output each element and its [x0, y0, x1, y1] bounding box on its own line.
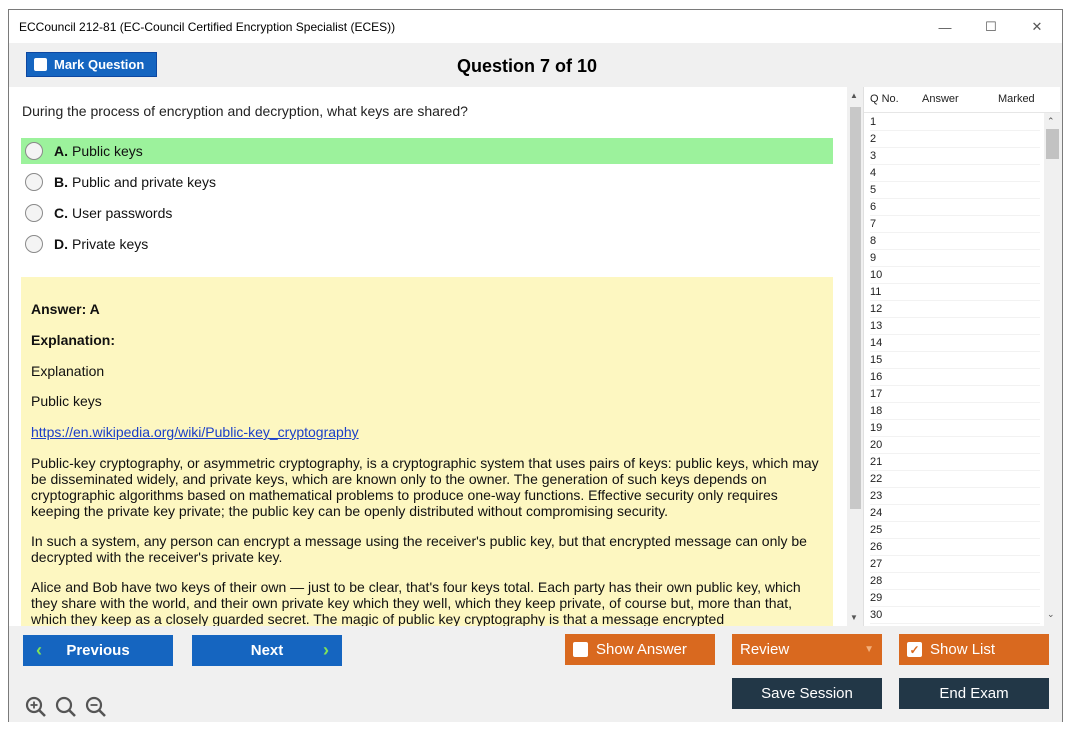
option-text: Public and private keys: [72, 174, 216, 190]
question-list-item[interactable]: 21: [870, 454, 1040, 471]
question-header: [9, 43, 1062, 87]
review-label: Review: [740, 641, 790, 658]
show-answer-button[interactable]: [565, 634, 715, 665]
radio-icon[interactable]: [25, 204, 43, 222]
option-c[interactable]: [21, 200, 833, 226]
question-list-item[interactable]: 9: [870, 250, 1040, 267]
question-text: During the process of encryption and decryption, what keys are shared?: [22, 103, 468, 119]
question-list-item[interactable]: 3: [870, 148, 1040, 165]
question-list-item[interactable]: 18: [870, 403, 1040, 420]
content-scrollbar[interactable]: [847, 87, 863, 626]
header-divider: [864, 112, 1060, 113]
qno-header: Q No.: [870, 93, 899, 105]
dropdown-arrow-icon: ▼: [864, 644, 874, 655]
marked-header: Marked: [998, 93, 1035, 105]
checkbox-icon: [34, 58, 47, 71]
question-list-item[interactable]: 22: [870, 471, 1040, 488]
previous-button[interactable]: [23, 635, 173, 666]
title-bar: [9, 10, 1062, 43]
close-button[interactable]: ✕: [1031, 19, 1043, 34]
zoom-reset-icon[interactable]: [55, 696, 77, 718]
minimize-button[interactable]: —: [938, 19, 952, 35]
show-answer-label: Show Answer: [596, 641, 687, 658]
option-text: User passwords: [72, 205, 173, 221]
option-letter: C.: [54, 205, 68, 221]
reference-link[interactable]: https://en.wikipedia.org/wiki/Public-key_cryptography: [31, 424, 359, 440]
option-d[interactable]: [21, 231, 833, 257]
question-list-item[interactable]: 16: [870, 369, 1040, 386]
mark-question-label: Mark Question: [54, 57, 145, 72]
question-list-item[interactable]: 1: [870, 114, 1040, 131]
explanation-label: Explanation:: [31, 332, 116, 348]
next-label: Next: [250, 642, 284, 659]
explanation-paragraph: Public-key cryptography, or asymmetric cryptography, is a cryptographic system that uses pairs of keys: public keys, which may be disseminated widely, and private keys, which are known only to the owner. The generation of such keys depends on cryptographic algorithms based on mathematical problems to produce one-way functions. Effective security only requires keeping the private key private; the public key can be openly distributed without compromising security.: [31, 455, 819, 519]
question-list-item[interactable]: 23: [870, 488, 1040, 505]
question-list-item[interactable]: 2: [870, 131, 1040, 148]
answer-header: Answer: [922, 93, 959, 105]
question-list-item[interactable]: 6: [870, 199, 1040, 216]
question-list-panel: [863, 87, 1060, 626]
radio-icon[interactable]: [25, 142, 43, 160]
question-list-item[interactable]: 13: [870, 318, 1040, 335]
chevron-down-icon[interactable]: ⌄: [1047, 609, 1055, 619]
question-list-item[interactable]: 27: [870, 556, 1040, 573]
question-list-item[interactable]: 30: [870, 607, 1040, 624]
explanation-paragraph: Alice and Bob have two keys of their own — just to be clear, that's four keys total. Each party has their own public key, which they share with the world, and their own private key which they well, which they keep private, of course but, more than that, which they keep as a closely guarded secret. The magic of public key cryptography is that a message encrypted: [31, 579, 801, 626]
question-list-item[interactable]: 4: [870, 165, 1040, 182]
chevron-left-icon: ‹: [36, 640, 42, 660]
option-letter: D.: [54, 236, 68, 252]
chevron-right-icon: ›: [323, 640, 329, 660]
question-list-item[interactable]: 7: [870, 216, 1040, 233]
option-a[interactable]: [21, 138, 833, 164]
question-list-item[interactable]: 8: [870, 233, 1040, 250]
question-list-item[interactable]: 29: [870, 590, 1040, 607]
previous-label: Previous: [66, 642, 130, 659]
list-scroll-thumb[interactable]: [1046, 129, 1059, 159]
question-list-item[interactable]: 20: [870, 437, 1040, 454]
checkbox-icon[interactable]: [573, 642, 588, 657]
maximize-button[interactable]: ☐: [985, 19, 997, 34]
answer-explanation-box: [21, 277, 833, 626]
chevron-up-icon[interactable]: ⌃: [1047, 116, 1055, 126]
question-list-item[interactable]: 14: [870, 335, 1040, 352]
list-scrollbar[interactable]: [1044, 113, 1060, 626]
scroll-down-icon[interactable]: ▼: [850, 613, 858, 622]
save-session-button[interactable]: Save Session: [732, 678, 882, 709]
checkbox-checked-icon[interactable]: ✓: [907, 642, 922, 657]
question-list-item[interactable]: 25: [870, 522, 1040, 539]
scroll-thumb[interactable]: [850, 107, 861, 509]
review-dropdown[interactable]: [732, 634, 882, 665]
question-list-item[interactable]: 12: [870, 301, 1040, 318]
option-b[interactable]: [21, 169, 833, 195]
zoom-in-icon[interactable]: [25, 696, 47, 718]
question-panel: [9, 87, 847, 626]
option-letter: A.: [54, 143, 68, 159]
option-letter: B.: [54, 174, 68, 190]
question-list-item[interactable]: 26: [870, 539, 1040, 556]
app-window: [8, 9, 1063, 722]
answer-label: Answer: A: [31, 301, 100, 317]
show-list-label: Show List: [930, 641, 996, 658]
end-exam-button[interactable]: End Exam: [899, 678, 1049, 709]
radio-icon[interactable]: [25, 235, 43, 253]
question-list-item[interactable]: 5: [870, 182, 1040, 199]
option-text: Public keys: [72, 143, 143, 159]
option-text: Private keys: [72, 236, 149, 252]
question-list-item[interactable]: 19: [870, 420, 1040, 437]
scroll-up-icon[interactable]: ▲: [850, 91, 858, 100]
question-list-item[interactable]: 28: [870, 573, 1040, 590]
next-button[interactable]: [192, 635, 342, 666]
zoom-out-icon[interactable]: [85, 696, 107, 718]
radio-icon[interactable]: [25, 173, 43, 191]
question-list-item[interactable]: 17: [870, 386, 1040, 403]
question-list-item[interactable]: 15: [870, 352, 1040, 369]
question-list-item[interactable]: 11: [870, 284, 1040, 301]
explanation-title: Explanation: [31, 363, 105, 379]
mark-question-button[interactable]: [26, 52, 157, 77]
footer-bar: [9, 626, 1062, 722]
question-list-item[interactable]: 10: [870, 267, 1040, 284]
explanation-paragraph: In such a system, any person can encrypt a message using the receiver's public key, but that encrypted message can only be decrypted with the receiver's private key.: [31, 533, 807, 565]
show-list-button[interactable]: [899, 634, 1049, 665]
window-title: ECCouncil 212-81 (EC-Council Certified Encryption Specialist (ECES)): [19, 20, 396, 34]
question-counter: Question 7 of 10: [457, 56, 598, 76]
question-list-item[interactable]: 24: [870, 505, 1040, 522]
explanation-topic: Public keys: [31, 393, 102, 409]
